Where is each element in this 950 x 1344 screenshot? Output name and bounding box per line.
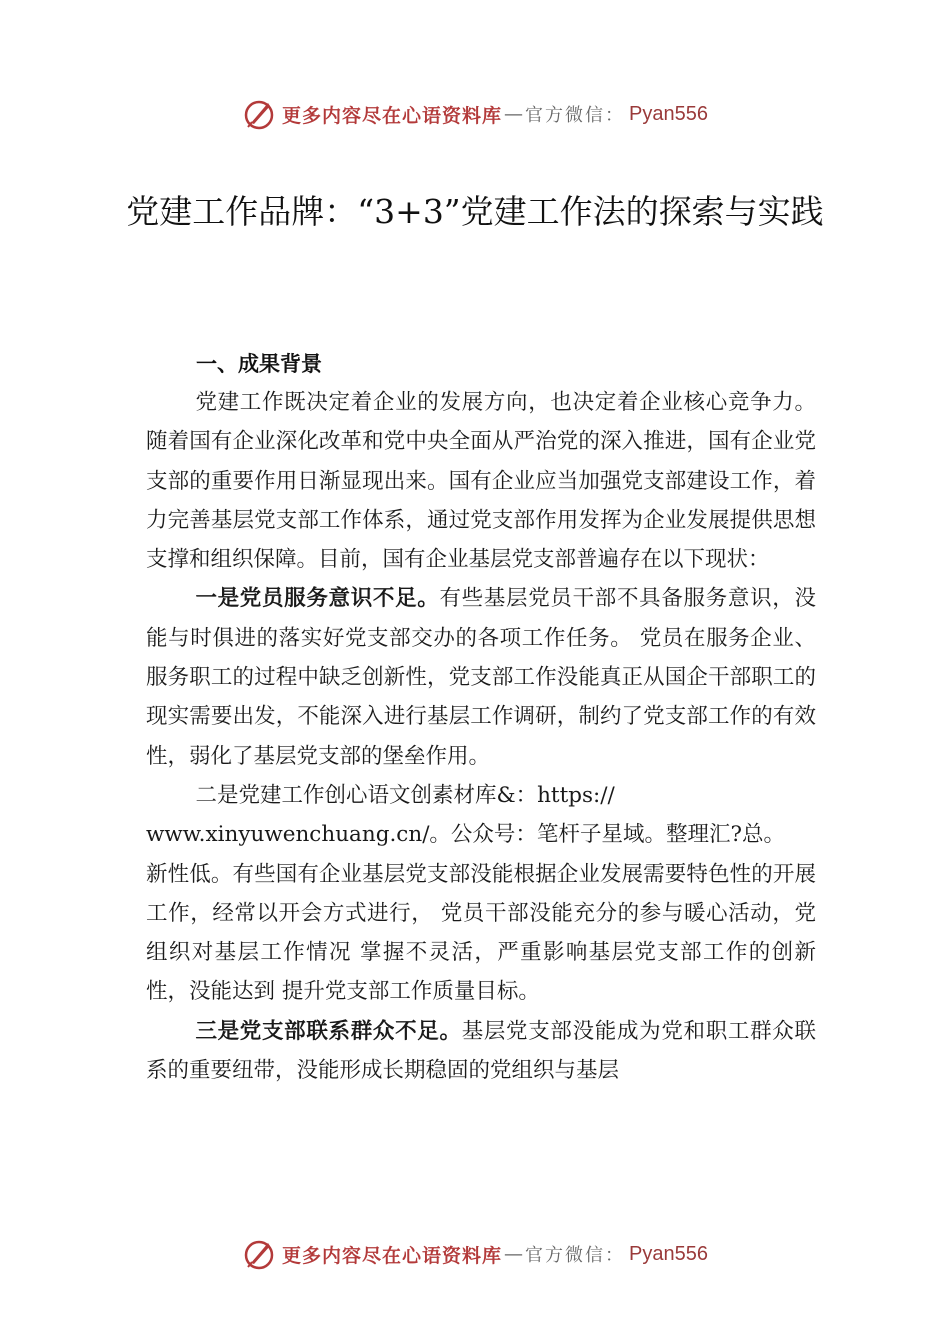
document-title: 党建工作品牌：“3+3”党建工作法的探索与实践: [126, 192, 824, 231]
paragraph-background: 党建工作既决定着企业的发展方向，也决定着企业核心竞争力。随着国有企业深化改革和党中央全面从严治党的深入推进，国有企业党支部的重要作用日渐显现出来。国有企业应当加强党支部建设工作，着力完善基层党支部工作体系，通过党支部作用发挥为企业发展提供思想支撑和组织保障。目前，国有企业基层党支部普遍存在以下现状：: [146, 390, 816, 573]
paragraph-point-two-line1: 二是党建工作创心语文创素材库&：https://: [195, 782, 615, 808]
point-one-lead: 一是党员服务意识不足。: [195, 586, 440, 612]
point-one-body: 有些基层党员干部不具备服务意识，没能与时俱进的落实好党支部交办的各项工作任务。 党员在服务企业、服务职工的过程中缺乏创新性，党支部工作没能真正从国企干部职工的现实需要出发，不能深入进行基层工作调研，制约了党支部工作的有效性，弱化了基层党支部的堡垒作用。: [146, 586, 816, 769]
paragraph-point-one: [146, 579, 816, 775]
banner-dash: —: [504, 1243, 524, 1265]
document-body: [146, 383, 816, 1090]
quill-logo-icon: [242, 97, 276, 131]
paragraph-point-two-line2: www.xinyuwenchuang.cn/。公众号：笔杆子星域。整理汇?总。: [146, 822, 785, 848]
header-banner: [0, 94, 950, 134]
banner-official-label: 官方微信：: [525, 1245, 626, 1266]
banner-text: 更多内容尽在心语资料库: [282, 1244, 503, 1267]
banner-wechat-id: Pyan556: [629, 102, 708, 125]
banner-dash: —: [504, 103, 524, 125]
point-three-lead: 三是党支部联系群众不足。: [195, 1018, 462, 1044]
footer-banner: [0, 1234, 950, 1274]
quill-logo-icon: [242, 1237, 276, 1271]
banner-wechat-id: Pyan556: [629, 1242, 708, 1265]
banner-text: 更多内容尽在心语资料库: [282, 104, 503, 127]
banner-official-label: 官方微信：: [525, 105, 626, 126]
point-three-body: 基层党支部没能成为党和职工群众联系的重要纽带，没能形成长期稳固的党组织与基层: [146, 1018, 816, 1084]
paragraph-point-three: [146, 1012, 816, 1091]
section-heading: 一、成果背景: [196, 352, 322, 376]
paragraph-point-two-body: 新性低。有些国有企业基层党支部没能根据企业发展需要特色性的开展工作，经常以开会方式进行， 党员干部没能充分的参与暖心活动，党组织对基层工作情况 掌握不灵活，严重影响基层党支部工作的创新性，没能达到 提升党支部工作质量目标。: [146, 861, 816, 1005]
